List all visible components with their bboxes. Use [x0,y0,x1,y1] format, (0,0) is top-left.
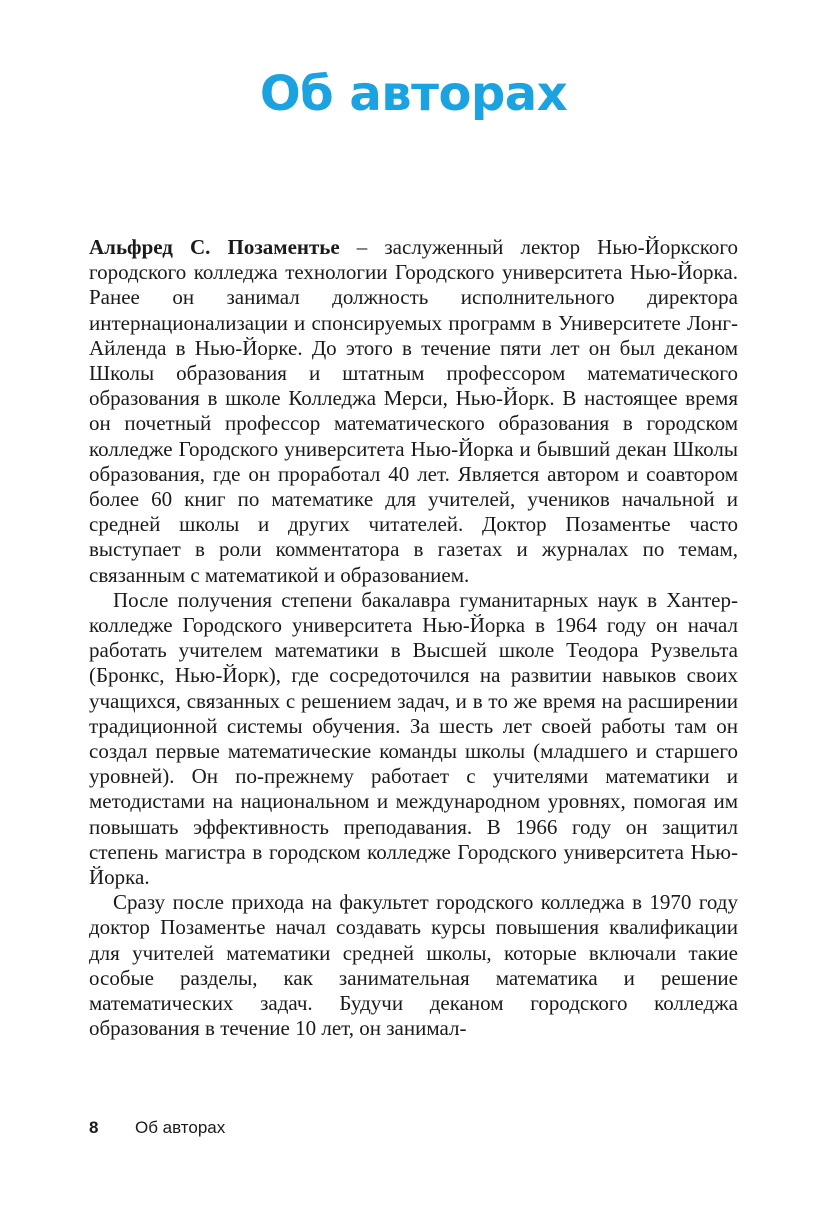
bio-paragraph-3: Сразу после прихода на факультет городского колледжа в 1970 году доктор Позаментье начал создавать курсы повышения квалификации для учителей математики средней школы, которые включали такие особые разделы, как занимательная математика и решение математических задач. Будучи деканом городского колледжа образования в течение 10 лет, он занимал- [89,890,738,1041]
bio-paragraph-2: После получения степени бакалавра гуманитарных наук в Хантер-колледже Городского университета Нью-Йорка в 1964 году он начал работать учителем математики в Высшей школе Теодора Рузвельта (Бронкс, Нью-Йорк), где сосредоточился на развитии навыков своих учащихся, связанных с решением задач, и в то же время на расширении традиционной системы обучения. За шесть лет своей работы там он создал первые математические команды школы (младшего и старшего уровней). Он по-прежнему работает с учителями математики и методистами на национальном и международном уровнях, помогая им повышать эффективность преподавания. В 1966 году он защитил степень магистра в городском колледже Городского университета Нью-Йорка. [89,587,738,890]
bio-paragraph-1-text: – заслуженный лектор Нью-Йоркского городского колледжа технологии Городского университета Нью-Йорка. Ранее он занимал должность исполнительного директора интернационализации и спонсируемых программ в Университете Лонг-Айленда в Нью-Йорке. До этого в течение пяти лет он был деканом Школы образования и штатным профессором математического образования в школе Колледжа Мерси, Нью-Йорк. В настоящее время он почетный профессор математического образования в городском колледже Городского университета Нью-Йорка и бывший декан Школы образования, где он проработал 40 лет. Является автором и соавтором более 60 книг по математике для учителей, учеников начальной и средней школы и других читателей. Доктор Позаментье часто выступает в роли комментатора в газетах и журналах по темам, связанным с математикой и образованием. [89,235,738,587]
bio-paragraph-1 [89,235,738,588]
page-footer [89,1118,225,1138]
author-bio [89,235,738,1042]
author-name: Альфред С. Позаментье [89,235,340,259]
running-title: Об авторах [135,1118,226,1137]
chapter-title: Об авторах [259,66,568,122]
page-number: 8 [89,1118,99,1137]
